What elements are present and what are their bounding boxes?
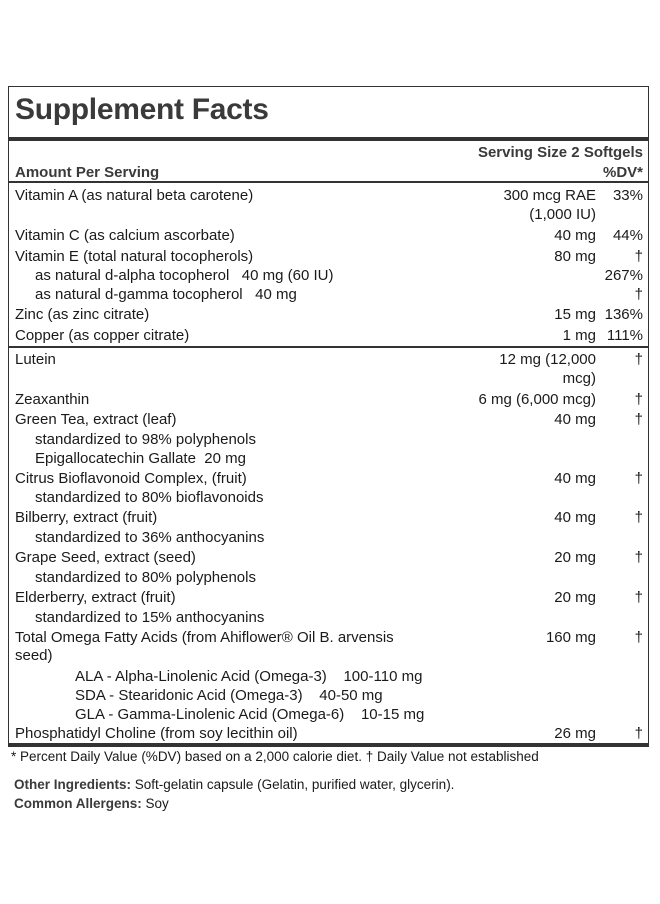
row-name-sub2: ALA - Alpha-Linolenic Acid (Omega-3) 100-110 mg	[75, 668, 423, 685]
dv-header: %DV*	[602, 164, 643, 181]
row-amount: 1 mg	[562, 327, 596, 344]
row-name-sub: standardized to 36% anthocyanins	[35, 529, 265, 546]
row-dv: †	[634, 470, 643, 487]
row-name-sub: Epigallocatechin Gallate 20 mg	[35, 450, 246, 467]
row-dv: 136%	[604, 306, 643, 323]
row-amount: 80 mg	[554, 248, 596, 265]
row-dv: 44%	[612, 227, 643, 244]
row-name: Green Tea, extract (leaf)	[15, 411, 177, 428]
row-amount: 15 mg	[554, 306, 596, 323]
row-name-sub: standardized to 98% polyphenols	[35, 431, 256, 448]
row-name: Citrus Bioflavonoid Complex, (fruit)	[15, 470, 247, 487]
row-dv: †	[634, 248, 643, 265]
row-amount: 12 mg (12,000	[499, 351, 596, 368]
row-name-sub: as natural d-alpha tocopherol 40 mg (60 IU)	[35, 267, 334, 284]
row-name-sub: as natural d-gamma tocopherol 40 mg	[35, 286, 297, 303]
row-name-sub: standardized to 15% anthocyanins	[35, 609, 265, 626]
row-name-sub: standardized to 80% polyphenols	[35, 569, 256, 586]
row-name: Zinc (as zinc citrate)	[15, 306, 150, 323]
allergens-value: Soy	[145, 796, 169, 811]
row-dv: †	[634, 351, 643, 368]
row-amount: 40 mg	[554, 411, 596, 428]
row-name: Grape Seed, extract (seed)	[15, 549, 196, 566]
row-amount: 160 mg	[545, 629, 596, 646]
header-rule	[9, 181, 648, 183]
row-name: Vitamin A (as natural beta carotene)	[15, 187, 254, 204]
row-dv: †	[634, 411, 643, 428]
row-name: Bilberry, extract (fruit)	[15, 509, 158, 526]
row-name-sub: standardized to 80% bioflavonoids	[35, 489, 264, 506]
row-name-sub2: GLA - Gamma-Linolenic Acid (Omega-6) 10-15 mg	[75, 706, 425, 723]
row-name: Vitamin C (as calcium ascorbate)	[15, 227, 235, 244]
row-dv: 111%	[606, 327, 643, 344]
row-name: Lutein	[15, 351, 56, 368]
row-name: Elderberry, extract (fruit)	[15, 589, 176, 606]
row-dv: 33%	[612, 187, 643, 204]
supplement-facts-panel	[8, 86, 649, 747]
row-name: Zeaxanthin	[15, 391, 90, 408]
row-amount: 20 mg	[554, 589, 596, 606]
row-name: Total Omega Fatty Acids (from Ahiflower® Oil B. arvensis	[15, 629, 394, 646]
row-dv: †	[634, 629, 643, 646]
other-ingredients-value: Soft-gelatin capsule (Gelatin, purified water, glycerin).	[134, 777, 455, 792]
row-name: Vitamin E (total natural tocopherols)	[15, 248, 254, 265]
row-dv: †	[634, 509, 643, 526]
row-name: Phosphatidyl Choline (from soy lecithin oil)	[15, 725, 298, 742]
row-dv: †	[634, 589, 643, 606]
section-rule	[9, 346, 648, 348]
row-amount-line2: (1,000 IU)	[529, 206, 596, 223]
row-dv: †	[634, 725, 643, 742]
row-amount: 40 mg	[554, 509, 596, 526]
row-dv: †	[634, 391, 643, 408]
serving-size: Serving Size 2 Softgels	[477, 144, 643, 161]
row-dv: †	[634, 286, 643, 303]
row-name-cont: seed)	[15, 647, 53, 664]
amount-per-serving: Amount Per Serving	[15, 164, 160, 181]
other-ingredients-label: Other Ingredients:	[14, 777, 132, 792]
allergens-label: Common Allergens:	[14, 796, 142, 811]
row-amount: 300 mcg RAE	[503, 187, 596, 204]
row-amount-line2: mcg)	[562, 370, 596, 387]
other-ingredients	[14, 775, 454, 794]
row-amount: 40 mg	[554, 470, 596, 487]
common-allergens	[14, 794, 169, 813]
row-amount: 26 mg	[554, 725, 596, 742]
row-name: Copper (as copper citrate)	[15, 327, 190, 344]
row-amount: 6 mg (6,000 mcg)	[478, 391, 596, 408]
panel-title: Supplement Facts	[15, 93, 269, 126]
footnote: * Percent Daily Value (%DV) based on a 2,000 calorie diet. † Daily Value not established	[11, 749, 539, 764]
row-name-sub2: SDA - Stearidonic Acid (Omega-3) 40-50 mg	[75, 687, 383, 704]
row-dv: 267%	[604, 267, 643, 284]
title-rule	[9, 137, 648, 141]
row-dv: †	[634, 549, 643, 566]
row-amount: 40 mg	[554, 227, 596, 244]
row-amount: 20 mg	[554, 549, 596, 566]
